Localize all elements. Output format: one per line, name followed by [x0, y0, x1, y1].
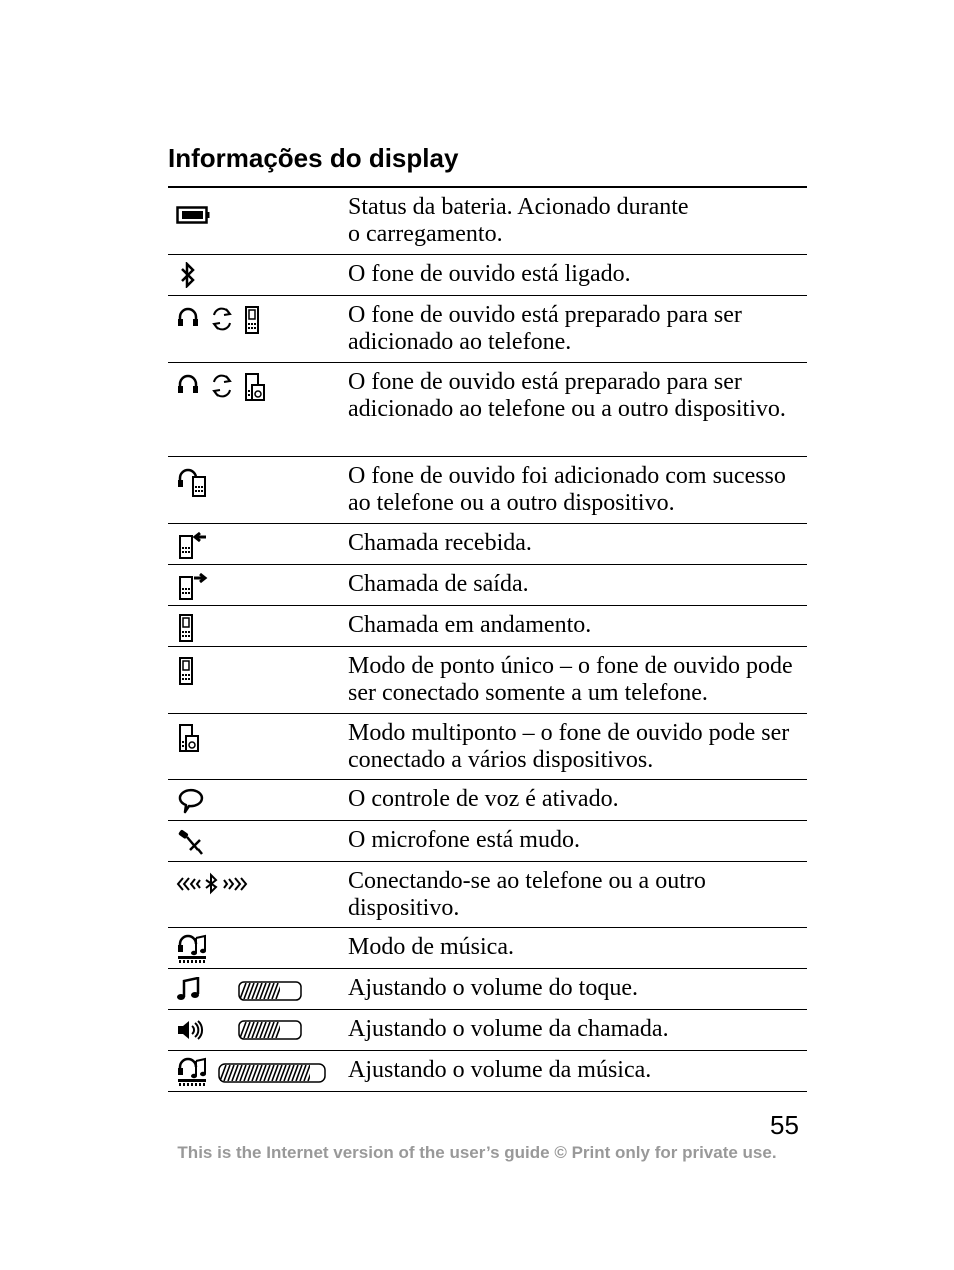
row-description: Modo de música. — [348, 934, 514, 960]
outgoing-call-icon — [176, 572, 208, 600]
icon-cell — [168, 1010, 348, 1050]
icon-cell — [168, 565, 348, 605]
row-description: O fone de ouvido está ligado. — [348, 261, 631, 287]
call-in-progress-icon — [178, 614, 194, 642]
table-row — [168, 457, 807, 524]
table-row — [168, 255, 807, 296]
table-row — [168, 188, 807, 255]
volume-bar-icon — [238, 1020, 304, 1040]
icon-cell — [168, 969, 348, 1009]
table-row — [168, 780, 807, 821]
incoming-call-icon — [176, 531, 208, 559]
battery-icon — [176, 206, 210, 224]
ringtone-note-icon — [176, 977, 202, 1003]
table-row — [168, 862, 807, 928]
icon-cell — [168, 780, 348, 820]
row-description: O fone de ouvido foi adicionado com sucesso ao telefone ou a outro dispositivo. — [348, 463, 786, 516]
icon-cell — [168, 928, 348, 968]
headset-icon — [176, 373, 200, 397]
row-description: Chamada recebida. — [348, 530, 532, 556]
icon-cell — [168, 714, 348, 779]
table-row — [168, 1010, 807, 1051]
microphone-mute-icon — [176, 828, 206, 856]
volume-bar-icon — [218, 1063, 328, 1083]
icon-cell — [168, 457, 348, 523]
page-number: 55 — [770, 1110, 799, 1140]
icon-cell — [168, 255, 348, 295]
footer-note: This is the Internet version of the user’s guide © Print only for private use. — [177, 1143, 777, 1162]
table-row — [168, 928, 807, 969]
bluetooth-icon — [179, 262, 197, 288]
icon-cell — [168, 821, 348, 861]
table-row — [168, 821, 807, 862]
phone-icon — [244, 306, 260, 334]
table-row — [168, 714, 807, 780]
sync-arrows-icon — [210, 373, 234, 399]
icon-cell — [168, 296, 348, 362]
icon-cell — [168, 606, 348, 646]
table-row — [168, 296, 807, 363]
bluetooth-connecting-icon — [176, 872, 248, 896]
voice-control-icon — [176, 788, 206, 814]
row-description: O microfone está mudo. — [348, 827, 580, 853]
row-description: O controle de voz é ativado. — [348, 786, 619, 812]
icon-cell — [168, 524, 348, 564]
row-description: Modo de ponto único – o fone de ouvido pode ser conectado somente a um telefone. — [348, 653, 793, 706]
table-row — [168, 363, 807, 457]
row-description: Ajustando o volume do toque. — [348, 975, 638, 1001]
icon-cell — [168, 1051, 348, 1091]
row-description: Chamada em andamento. — [348, 612, 592, 638]
table-row — [168, 969, 807, 1010]
table-row — [168, 606, 807, 647]
table-row — [168, 647, 807, 714]
row-description: Status da bateria. Acionado durante o carregamento. — [348, 194, 689, 247]
icon-cell — [168, 188, 348, 254]
single-point-icon — [178, 657, 194, 685]
music-mode-icon — [176, 934, 208, 964]
volume-bar-icon — [238, 981, 304, 1001]
page-title: Informações do display — [168, 143, 459, 173]
row-description: Ajustando o volume da chamada. — [348, 1016, 669, 1042]
table-row — [168, 524, 807, 565]
row-description: Ajustando o volume da música. — [348, 1057, 652, 1083]
row-description: O fone de ouvido está preparado para ser adicionado ao telefone. — [348, 302, 742, 355]
music-mode-icon — [176, 1057, 208, 1087]
headset-paired-icon — [176, 467, 208, 497]
icon-cell — [168, 363, 348, 456]
row-description: Modo multiponto – o fone de ouvido pode ser conectado a vários dispositivos. — [348, 720, 790, 773]
icon-cell — [168, 862, 348, 927]
sync-arrows-icon — [210, 306, 234, 332]
multipoint-icon — [178, 724, 200, 752]
table-row — [168, 565, 807, 606]
row-description: Chamada de saída. — [348, 571, 529, 597]
multidevice-icon — [244, 373, 266, 401]
table-row — [168, 1051, 807, 1092]
row-description: O fone de ouvido está preparado para ser adicionado ao telefone ou a outro dispositivo. — [348, 369, 786, 422]
headset-icon — [176, 306, 200, 330]
speaker-icon — [176, 1018, 204, 1042]
icon-cell — [168, 647, 348, 713]
display-info-table — [168, 186, 807, 1092]
row-description: Conectando-se ao telefone ou a outro dispositivo. — [348, 868, 706, 921]
